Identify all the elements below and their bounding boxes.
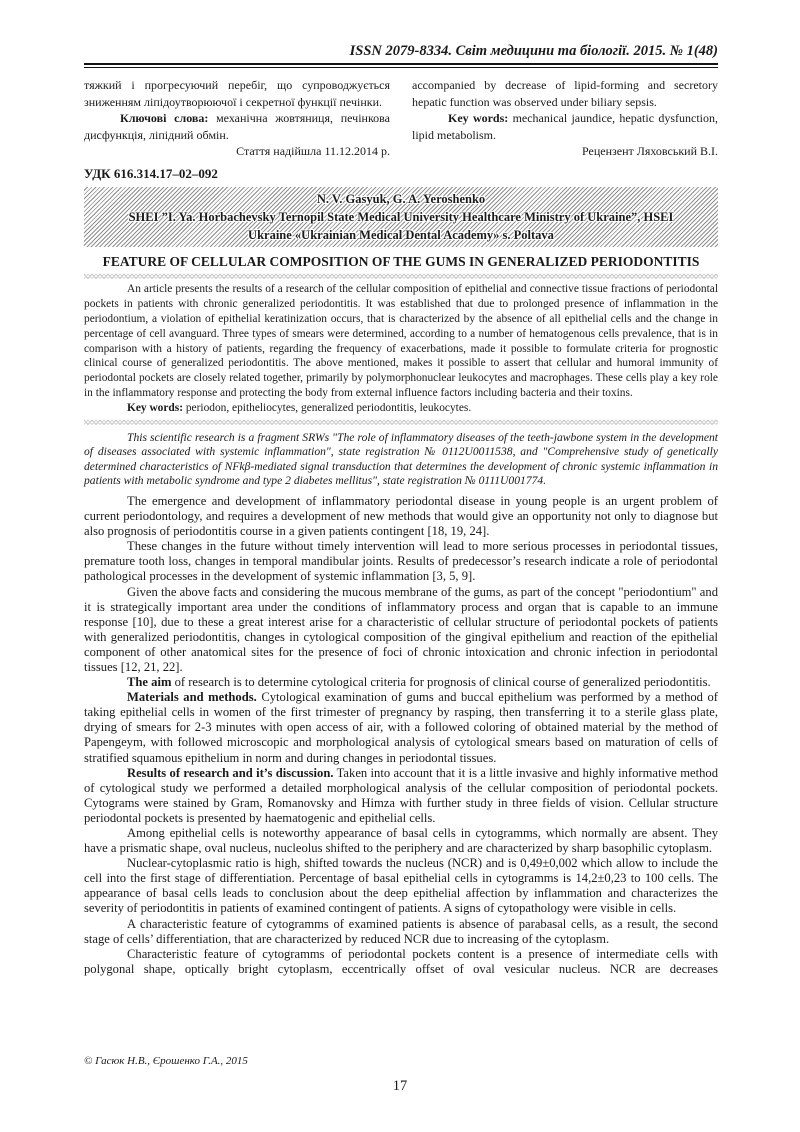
paragraph-text: of research is to determine cytological criteria for prognosis of clinical course of generalized periodontitis. [171,675,711,690]
right-column [412,77,718,160]
paragraph-text: A characteristic feature of cytogramms of examined patients is absence of parabasal cells, as a result, the second stage of cells’ differentiation, that are characterized by reduced NCR due to increasing of the cytoplasm. [84,916,718,946]
article-title: FEATURE OF CELLULAR COMPOSITION OF THE GUMS IN GENERALIZED PERIODONTITIS [102,254,700,270]
body-paragraph [84,494,718,539]
body-paragraph [84,690,718,765]
right-keywords [412,110,718,143]
body-paragraph [84,539,718,584]
received-date: Стаття надійшла 11.12.2014 р. [236,144,390,158]
zigzag-divider-top [84,272,718,281]
left-keywords-label: Ключові слова: [120,111,217,125]
abstract-keywords-text: periodon, epitheliocytes, generalized periodontitis, leukocytes. [185,401,472,414]
affiliation-line-2: Ukraine «Ukrainian Medical Dental Academy» s. Poltava [248,228,554,243]
zigzag-divider-bottom [84,418,718,427]
body-paragraph [84,766,718,826]
paragraph-text: The emergence and development of inflammatory periodontal disease in young people is an urgent problem of current periodontology, and requires a development of new methods that would give an opportunity not only to diagnose but also prognosis of periodontitis course in a given patients contingent [18, 19, 24]. [84,493,718,539]
header-rule [84,63,718,68]
abstract-keywords [84,401,718,416]
abstract-keywords-label: Key words: [127,401,186,414]
left-keywords-text: механічна жовтяниця, печінкова дисфункція, ліпідний обмін. [84,111,390,142]
right-keywords-label: Key words: [448,111,513,125]
right-column-text: accompanied by decrease of lipid-forming and secretory hepatic function was observed under biliary sepsis. [412,78,718,109]
previous-article-tail [84,77,718,160]
paragraph-lead: The aim [127,675,172,690]
authors-affiliation-box [84,187,718,248]
body-paragraph [84,917,718,947]
funding-note-text: This scientific research is a fragment SRWs "The role of inflammatory diseases of the teeth-jawbone system in the development of diseases associated with systemic inflammation", state registration № 0112U0011538, and "Comprehensive study of genetically determined characteristics of NFkβ-mediated signal transduction that determines the development of chronic systemic inflammation in patients with metabolic syndrome and type 2 diabetes mellitus", state registration № 0111U001774. [84,430,718,488]
funding-note [84,431,718,489]
body-paragraph [84,585,718,676]
page-number: 17 [392,1078,408,1094]
journal-issn-header: ISSN 2079-8334. Світ медицини та біології. 2015. № 1(48) [349,43,718,59]
abstract-text: An article presents the results of a research of the cellular composition of epithelial and connective tissue fractions of periodontal pockets in patients with chronic generalized periodontitis. It was established that due to prolonged presence of inflammation in the periodontium, a violation of epithelial keratinization occurs, that is characterized by the absence of all epithelial cells and the change in percentage of cell avanguard. Three types of smears were determined, according to a number of hematogenous cells prevalence, that is in comparison with a history of patients, regarding the frequency of exacerbations, made it possible to formulate criteria for prognostic clinical course of generalized periodontitis. The above mentioned, makes it possible to assert that cellular and humoral immunity of periodontal pockets are closely related together, primarily by polymorphonuclear leukocytes and macrophages. These cells play a key role in the inflammatory response and protecting the body from external influence factors including bacteria and their toxins. [84,283,718,399]
authors-names: N. V. Gasyuk, G. A. Yeroshenko [316,191,486,206]
paragraph-text: Cytological examination of gums and buccal epithelium was performed by a method of taking epithelial cells in women of the first trimester of pregnancy by rasping, then transferring it to a sterile glass plate, drying of smears for 2-3 minutes with open access of air, with a followed coloring of obtained material by the method of Papengeym, with followed microscopic and morphological analysis of cytological smears based on maturation of cells of stratified squamous epithelium in norm and during changes in periodontal tissues. [84,690,718,765]
reviewer-line: Рецензент Ляховський В.І. [581,144,718,158]
body-paragraph [84,675,718,690]
udc-number: УДК 616.314.17–02–092 [84,165,218,181]
body-paragraph [84,826,718,856]
paragraph-text: Characteristic feature of cytogramms of periodontal pockets content is a presence of intermediate cells with polygonal shape, optically bright cytoplasm, eccentrically offset of oval vesicular nucleus. NCR are decreases [84,946,718,976]
paragraph-lead: Results of research and it’s discussion. [127,765,334,780]
paragraph-text: These changes in the future without timely intervention will lead to more serious processes in periodontal tissues, premature tooth loss, changes in temporal mandibular joints. Results of predecessor’s research indicate a role of periodontal pathological processes in the development of systemic inflammation [3, 5, 9]. [84,539,718,584]
paragraph-text: Among epithelial cells is noteworthy appearance of basal cells in cytogramms, which normally are absent. They have a prismatic shape, oval nucleus, nucleolus shifted to the periphery and are characterized by sharp basophilic cytoplasm. [84,826,718,856]
body-paragraph [84,947,718,977]
left-column [84,77,390,160]
article-body [84,494,718,977]
paragraph-lead: Materials and methods. [127,690,257,705]
right-keywords-text: mechanical jaundice, hepatic dysfunction, lipid metabolism. [412,111,718,142]
page-content [0,42,800,977]
body-paragraph [84,856,718,916]
paragraph-text: Given the above facts and considering the mucous membrane of the gums, as part of the concept "periodontium" and it is strategically important area under the conditions of inflammatory process and organ that is capable to an immune response [10], due to these a great interest arise for a characteristic of cellular structure of periodontal pockets of patients with generalized periodontitis, changes in cytological composition of the gingival epithelium and reaction of the epithelial component of other anatomical sites for the presence of foci of chronic intoxication and chronic infection in periodontal tissues [12, 21, 22]. [84,584,718,674]
paragraph-text: Nuclear-cytoplasmic ratio is high, shifted towards the nucleus (NCR) and is 0,49±0,002 which allow to include the cell into the first stage of differentiation. Percentage of basal epithelial cells in cytogramms is 14,2±0,23 to 100 cells. The appearance of basal cells leads to conclusion about the deep epithelial affection by inflammation and characterizes the severity of periodontitis in patients of examined contingent of patients. A signs of cytopathology were visible in cells. [84,856,718,916]
left-column-text: тяжкий і прогресуючий перебіг, що супроводжується зниженням ліпідоутворюючої і секретної функції печінки. [84,78,390,109]
affiliation-line-1: SHEI ”I. Ya. Horbachevsky Ternopil State Medical University Healthcare Ministry of Ukraine”, HSEI [128,209,674,224]
copyright-line: © Гасюк Н.В., Єрошенко Г.А., 2015 [84,1055,248,1067]
abstract-section [84,282,718,415]
paragraph-text: Taken into account that it is a little invasive and highly informative method of cytological study we performed a detailed morphological analysis of the cellular composition of periodontal pockets. Cytograms were stained by Gram, Romanovsky and Himza with further study in three fields of vision. Cellular structure periodontal pockets is presented by haematogenic and epithelial cells. [84,765,718,825]
left-keywords [84,110,390,143]
